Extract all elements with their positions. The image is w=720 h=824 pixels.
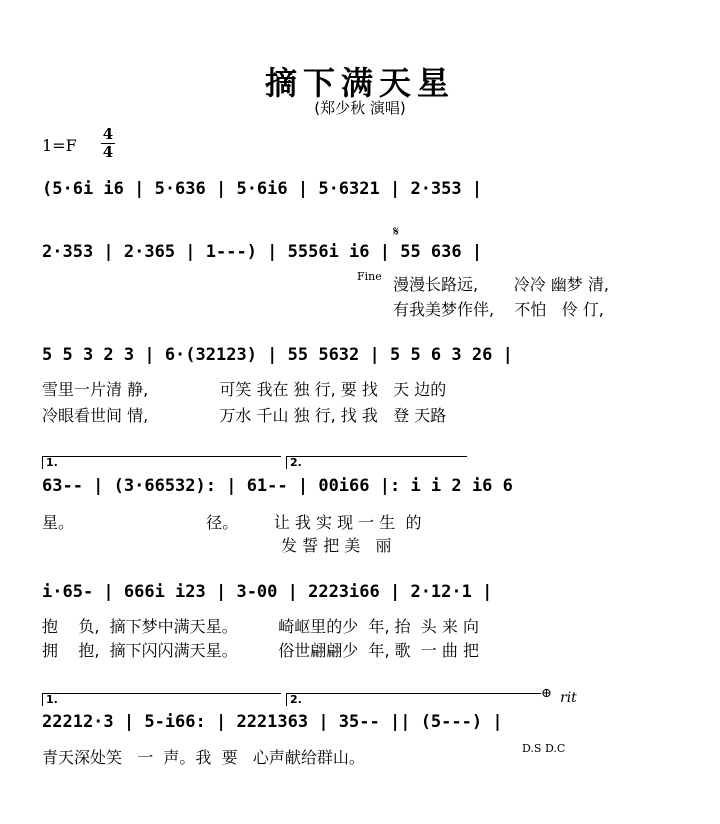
lyrics-row-5-a: 抱 负, 摘下梦中满天星。 崎岖里的少 年, 抬 头 来 向 <box>42 617 479 636</box>
fine-mark: Fine <box>357 270 382 283</box>
segno-mark: 𝄋 <box>393 224 400 240</box>
volta-2-label: 2. <box>290 456 302 469</box>
volta-1-label: 1. <box>46 456 58 469</box>
time-top: 4 <box>102 125 114 143</box>
time-signature <box>101 126 115 161</box>
coda-mark: ⊕ <box>541 686 552 701</box>
time-bottom: 4 <box>102 143 114 161</box>
song-title: 摘下满天星 <box>264 64 455 102</box>
notation-row-2: 2·353 | 2·365 | 1---) | 5556i i6 | 55 636 | <box>42 242 483 262</box>
rit-mark: rit <box>560 690 577 706</box>
notation-row-1: (5·6i i6 | 5·636 | 5·6i6 | 5·6321 | 2·353 | <box>42 179 483 199</box>
lyrics-row-3-b: 冷眼看世间 情, 万水 千山 独 行, 找 我 登 天路 <box>42 406 447 425</box>
notation-row-3: 5 5 3 2 3 | 6·(32123) | 55 5632 | 5 5 6 3 26 | <box>42 345 513 365</box>
lyrics-row-2-a: 漫漫长路远, 冷冷 幽梦 清, <box>393 275 609 294</box>
notation-row-6: 22212·3 | 5-i66: | 2221363 | 35-- || (5---) | <box>42 712 503 732</box>
volta-1-bracket <box>42 456 281 469</box>
lyrics-row-6-a: 青天深处笑 一 声。我 要 心声献给群山。 <box>42 748 365 767</box>
ds-dc-mark: D.S D.C <box>522 742 566 755</box>
volta-2b-label: 2. <box>290 693 302 706</box>
lyrics-row-4-a: 星。 径。 让 我 实 现 一 生 的 <box>42 513 422 532</box>
lyrics-row-3-a: 雪里一片清 静, 可笑 我在 独 行, 要 找 天 边的 <box>42 380 447 399</box>
notation-row-4: 63-- | (3·66532): | 61-- | 00i66 |: i i 2 i6 6 <box>42 476 513 496</box>
song-subtitle: (郑少秋 演唱) <box>314 99 406 117</box>
volta-1b-bracket <box>42 693 281 706</box>
volta-2b-bracket <box>286 693 541 706</box>
lyrics-row-5-b: 拥 抱, 摘下闪闪满天星。 俗世翩翩少 年, 歌 一 曲 把 <box>42 641 479 660</box>
volta-2-bracket <box>286 456 467 469</box>
key-signature: 1=F <box>42 136 77 155</box>
lyrics-row-2-b: 有我美梦作伴, 不怕 伶 仃, <box>393 300 604 319</box>
lyrics-row-4-b: 发 誓 把 美 丽 <box>42 536 392 555</box>
volta-1b-label: 1. <box>46 693 58 706</box>
notation-row-5: i·65- | 666i i23 | 3-00 | 2223i66 | 2·12·1 | <box>42 582 493 602</box>
